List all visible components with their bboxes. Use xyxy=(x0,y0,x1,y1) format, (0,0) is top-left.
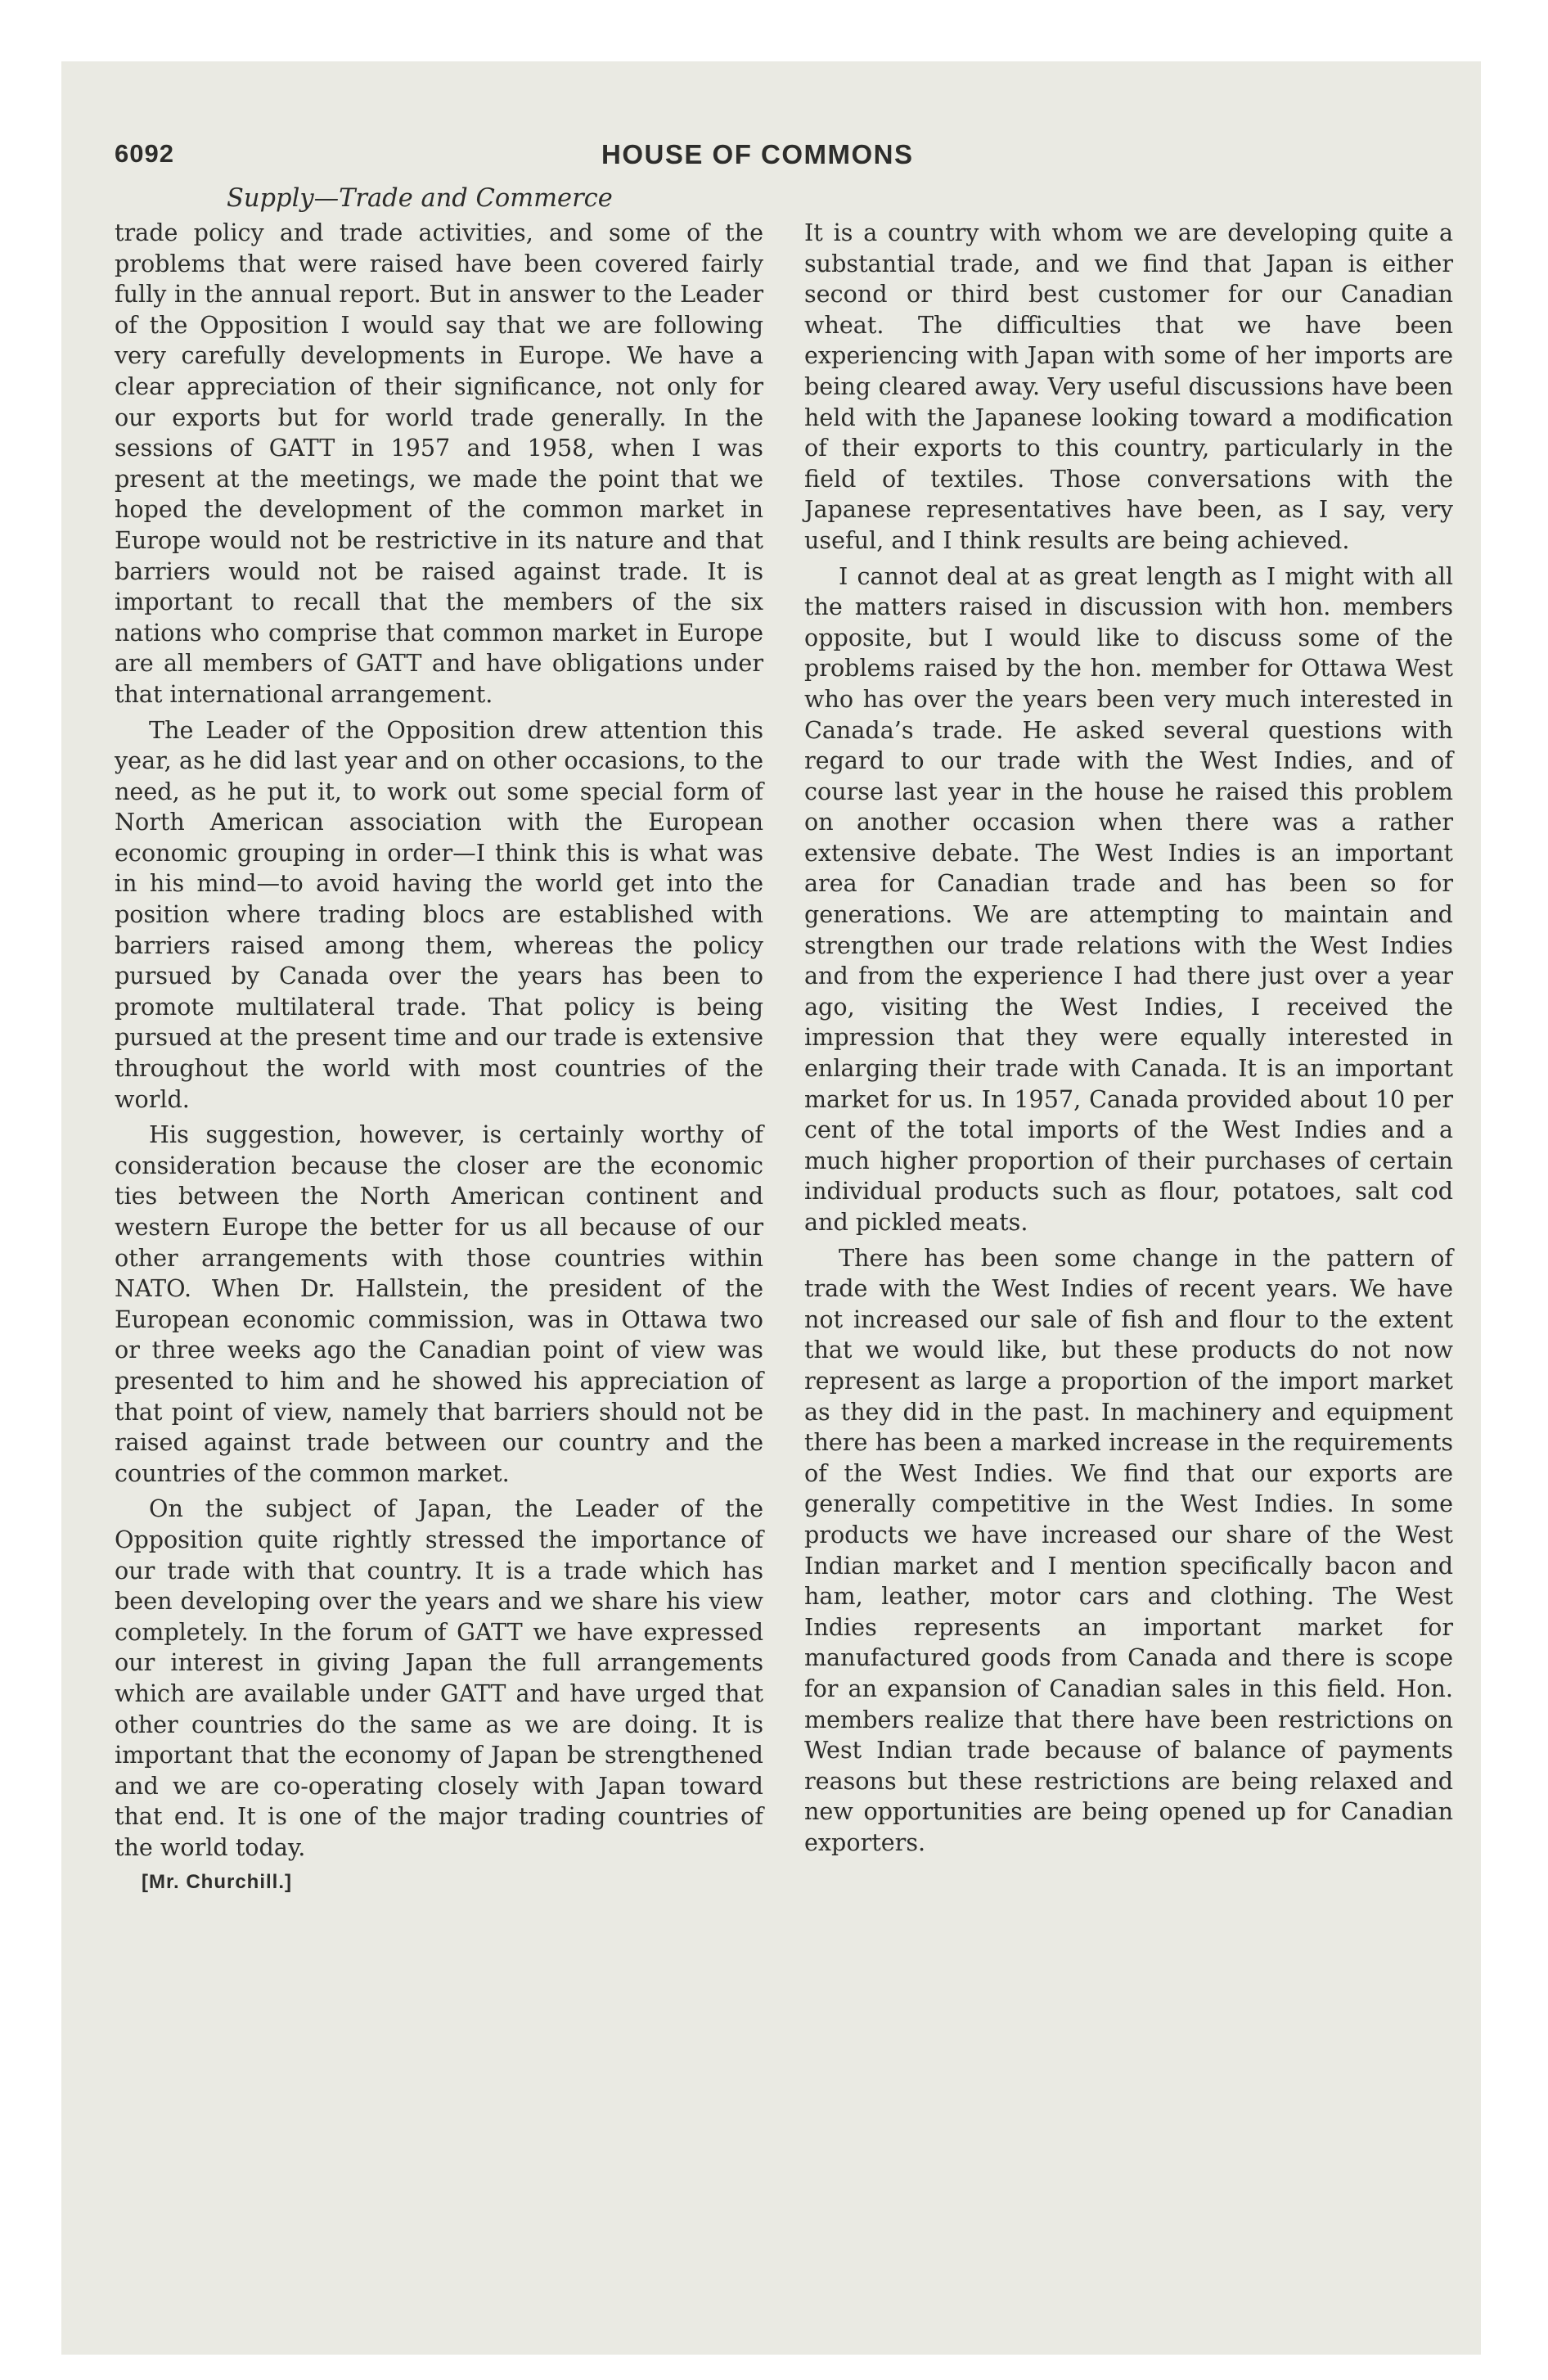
page xyxy=(115,139,1453,2300)
paragraph: There has been some change in the pattern of trade with the West Indies of recent years. We have not increased our sale of fish and flour to the extent that we would like, but these products do not now represent as large a proportion of the import market as they did in the past. In machinery and equipment there has been a marked increase in the requirements of the West Indies. We find that our exports are generally competitive in the West Indies. In some products we have increased our share of the West Indian market and I mention specifically bacon and ham, leather, motor cars and clothing. The West Indies represents an important market for manufactured goods from Canada and there is scope for an expansion of Canadian sales in this field. Hon. members realize that there have been restrictions on West Indian trade because of balance of payments reasons but these restrictions are being relaxed and new opportunities are being opened up for Canadian exporters. xyxy=(804,1243,1453,1856)
text-columns xyxy=(115,218,1453,1894)
left-column xyxy=(115,218,763,1894)
paragraph: His suggestion, however, is certainly worthy of consideration because the closer are the economic ties between the North American continent and western Europe the better for us all because of our other arrangements with those countries within NATO. When Dr. Hallstein, the president of the European economic commission, was in Ottawa two or three weeks ago the Canadian point of view was presented to him and he showed his appreciation of that point of view, namely that barriers should not be raised against trade between our country and the countries of the common market. xyxy=(115,1120,763,1487)
paragraph: It is a country with whom we are developing quite a substantial trade, and we find that Japan is either second or third best customer for our Canadian wheat. The difficulties that we have been experiencing with Japan with some of her imports are being cleared away. Very useful discussions have been held with the Japanese looking toward a modification of their exports to this country, particularly in the field of textiles. Those conversations with the Japanese representatives have been, as I say, very useful, and I think results are being achieved. xyxy=(804,219,1453,554)
paragraph: On the subject of Japan, the Leader of the Opposition quite rightly stressed the importance of our trade with that country. It is a trade which has been developing over the years and we share his view completely. In the forum of GATT we have expressed our interest in giving Japan the full arrangements which are available under GATT and have urged that other countries do the same as we are doing. It is important that the economy of Japan be strengthened and we are co-operating closely with Japan toward that end. It is one of the major trading countries of the world today. xyxy=(115,1494,763,1861)
section-heading: Supply—Trade and Commerce xyxy=(227,184,613,213)
page-number: 6092 xyxy=(115,139,174,168)
paragraph: trade policy and trade activities, and some of the problems that were raised have been covered fairly fully in the annual report. But in answer to the Leader of the Opposition I would say that we are following very carefully developments in Europe. We have a clear appreciation of their significance, not only for our exports but for world trade generally. In the sessions of GATT in 1957 and 1958, when I was present at the meetings, we made the point that we hoped the development of the common market in Europe would not be restrictive in its nature and that barriers would not be raised against trade. It is important to recall that the members of the six nations who comprise that common market in Europe are all members of GATT and have obligations under that international arrangement. xyxy=(115,219,763,708)
paragraph: I cannot deal at as great length as I might with all the matters raised in discussion with hon. members opposite, but I would like to discuss some of the problems raised by the hon. member for Ottawa West who has over the years been very much interested in Canada’s trade. He asked several questions with regard to our trade with the West Indies, and of course last year in the house he raised this problem on another occasion when there was a rather extensive debate. The West Indies is an important area for Canadian trade and has been so for generations. We are attempting to maintain and strengthen our trade relations with the West Indies and from the experience I had there just over a year ago, visiting the West Indies, I received the impression that they were equally interested in enlarging their trade with Canada. It is an important market for us. In 1957, Canada provided about 10 per cent of the total imports of the West Indies and a much higher proportion of their purchases of certain individual products such as flour, potatoes, salt cod and pickled meats. xyxy=(804,561,1453,1236)
speaker-attribution: [Mr. Churchill.] xyxy=(142,1871,292,1894)
page-title: HOUSE OF COMMONS xyxy=(601,139,914,169)
paragraph: The Leader of the Opposition drew attention this year, as he did last year and on other occasions, to the need, as he put it, to work out some special form of North American association with the European economic grouping in order—I think this is what was in his mind—to avoid having the world get into the position where trading blocs are established with barriers raised among them, whereas the policy pursued by Canada over the years has been to promote multilateral trade. That policy is being pursued at the present time and our trade is extensive throughout the world with most countries of the world. xyxy=(115,715,763,1113)
right-column xyxy=(804,218,1453,1894)
running-head xyxy=(115,139,1453,180)
